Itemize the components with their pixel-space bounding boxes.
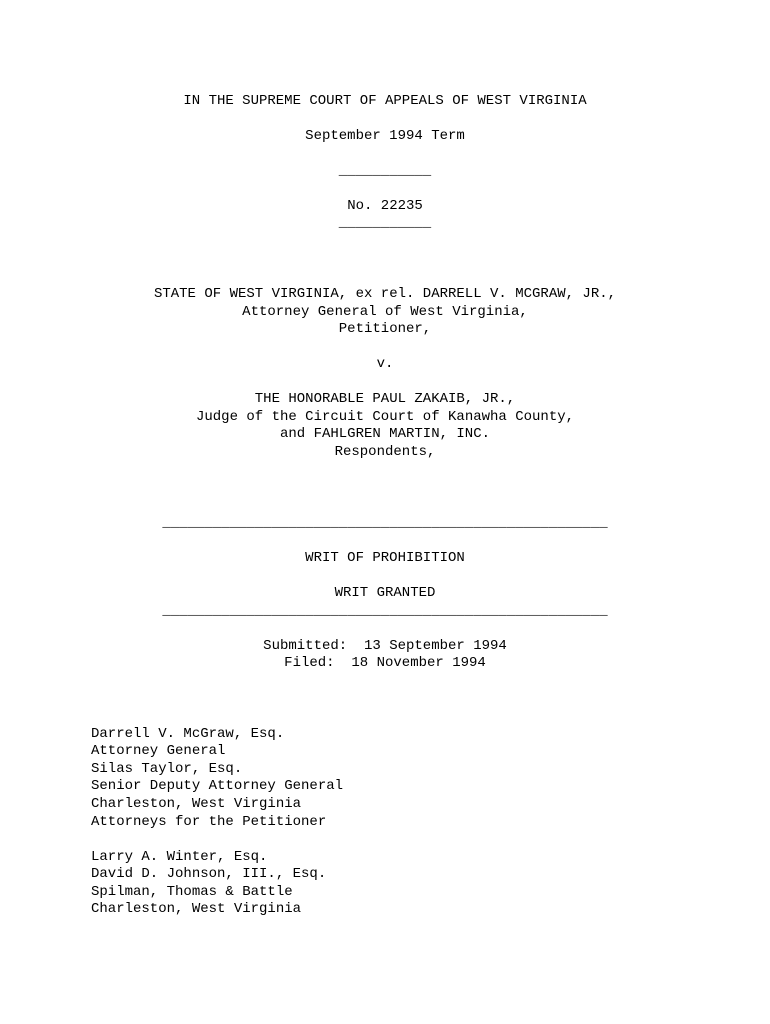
writ-type: WRIT OF PROHIBITION [305, 550, 465, 566]
rule-below-writ: _____________________________________________________ [162, 603, 608, 619]
counsel-respondent-line: Larry A. Winter, Esq. [91, 849, 268, 865]
counsel-petitioner-line: Senior Deputy Attorney General [91, 778, 344, 794]
petitioner-line-2: Attorney General of West Virginia, [242, 304, 528, 320]
counsel-respondent-line: Spilman, Thomas & Battle [91, 884, 293, 900]
term-line: September 1994 Term [305, 128, 465, 144]
rule-below-case-number: ___________ [338, 215, 432, 231]
case-number: No. 22235 [347, 198, 423, 214]
disposition: WRIT GRANTED [334, 585, 436, 601]
counsel-petitioner-line: Charleston, West Virginia [91, 796, 302, 812]
petitioner-line-1: STATE OF WEST VIRGINIA, ex rel. DARRELL V. MCGRAW, JR., [153, 286, 617, 302]
respondent-line-2: Judge of the Circuit Court of Kanawha County, [195, 409, 575, 425]
respondent-line-1: THE HONORABLE PAUL ZAKAIB, JR., [254, 391, 516, 407]
petitioner-role: Petitioner, [338, 321, 432, 337]
counsel-respondent-line: David D. Johnson, III., Esq. [91, 866, 327, 882]
counsel-petitioner-line: Attorneys for the Petitioner [91, 814, 327, 830]
rule-above-case-number: ___________ [338, 163, 432, 179]
counsel-respondent-line: Charleston, West Virginia [91, 901, 302, 917]
versus: v. [376, 356, 394, 372]
submitted-date: Submitted: 13 September 1994 [263, 638, 507, 654]
counsel-petitioner-line: Silas Taylor, Esq. [91, 761, 243, 777]
counsel-petitioner-line: Darrell V. McGraw, Esq. [91, 726, 285, 742]
respondent-line-3: and FAHLGREN MARTIN, INC. [279, 426, 491, 442]
respondent-role: Respondents, [334, 444, 436, 460]
counsel-petitioner-line: Attorney General [91, 743, 226, 759]
filed-date: Filed: 18 November 1994 [284, 655, 486, 671]
court-heading: IN THE SUPREME COURT OF APPEALS OF WEST VIRGINIA [183, 93, 587, 109]
rule-above-writ: _____________________________________________________ [162, 515, 608, 531]
